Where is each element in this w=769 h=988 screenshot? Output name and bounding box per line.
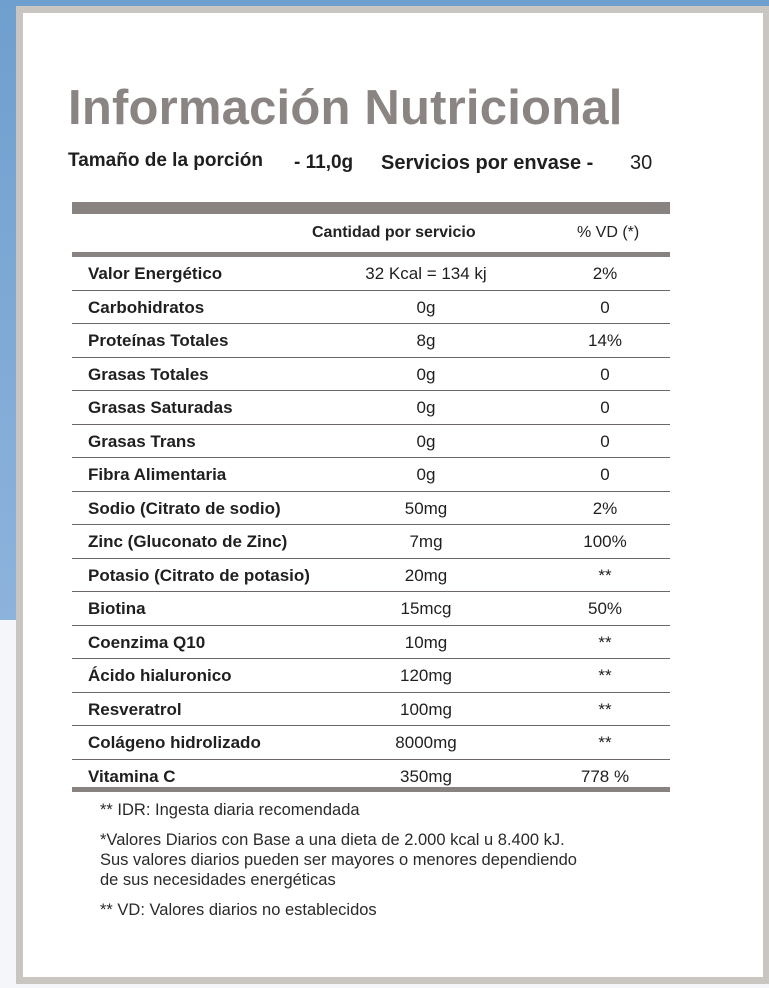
nutrient-table xyxy=(72,257,670,792)
footnote-idr: ** IDR: Ingesta diaria recomendada xyxy=(100,801,360,819)
table-row xyxy=(72,391,670,425)
nutrient-daily-value: ** xyxy=(598,699,612,719)
nutrient-name: Valor Energético xyxy=(88,264,223,283)
footnote-vd: ** VD: Valores diarios no establecidos xyxy=(100,901,377,919)
nutrient-daily-value: ** xyxy=(598,733,612,752)
nutrient-amount: 0g xyxy=(416,297,436,317)
nutrient-name: Resveratrol xyxy=(88,699,182,719)
table-row xyxy=(72,358,670,392)
nutrient-daily-value: 50% xyxy=(587,599,623,618)
nutrient-daily-value: 100% xyxy=(583,532,627,551)
servings-per-container-label: Servicios por envase - xyxy=(381,152,594,174)
nutrient-daily-value: 0 xyxy=(600,364,610,384)
nutrient-amount: 0g xyxy=(416,431,436,451)
nutrient-amount: 8g xyxy=(416,331,436,350)
nutrient-amount: 7mg xyxy=(409,532,443,551)
nutrient-name: Grasas Totales xyxy=(88,364,209,384)
table-row xyxy=(72,425,670,459)
table-top-rule xyxy=(72,202,670,214)
serving-info xyxy=(68,150,708,184)
nutrient-daily-value: ** xyxy=(598,565,612,585)
nutrient-name: Colágeno hidrolizado xyxy=(88,733,261,752)
nutrient-daily-value: 778 % xyxy=(580,766,630,786)
nutrient-daily-value: 0 xyxy=(600,398,610,417)
footnote-dv-line1: *Valores Diarios con Base a una dieta de 2.000 kcal u 8.400 kJ. xyxy=(100,831,565,849)
nutrient-daily-value: 0 xyxy=(600,431,610,451)
nutrient-name: Zinc (Gluconato de Zinc) xyxy=(88,532,288,551)
nutrient-daily-value: ** xyxy=(598,632,612,652)
table-row xyxy=(72,324,670,358)
nutrient-name: Proteínas Totales xyxy=(88,331,229,350)
nutrient-amount: 0g xyxy=(416,364,436,384)
nutrient-name: Potasio (Citrato de potasio) xyxy=(88,565,310,585)
nutrient-name: Grasas Trans xyxy=(88,431,196,451)
nutrient-daily-value: 14% xyxy=(587,331,623,350)
serving-size-value: - 11,0g xyxy=(294,152,354,173)
footnotes xyxy=(100,800,700,920)
nutrient-name: Grasas Saturadas xyxy=(88,398,233,417)
table-row xyxy=(72,559,670,593)
nutrient-amount: 120mg xyxy=(400,666,452,685)
nutrient-amount: 20mg xyxy=(404,565,448,585)
nutrient-name: Carbohidratos xyxy=(88,297,205,317)
nutrient-amount: 350mg xyxy=(400,766,452,786)
nutrient-name: Vitamina C xyxy=(88,766,176,786)
nutrient-name: Biotina xyxy=(88,599,146,618)
nutrient-amount: 15mcg xyxy=(400,599,452,618)
table-header xyxy=(72,214,670,252)
table-row xyxy=(72,726,670,760)
servings-per-container-value: 30 xyxy=(630,152,653,174)
nutrient-daily-value: ** xyxy=(598,666,612,685)
table-row xyxy=(72,291,670,325)
table-bottom-rule xyxy=(72,787,670,792)
footnote-dv-line2: Sus valores diarios pueden ser mayores o menores dependiendo xyxy=(100,851,577,869)
header-daily-value: % VD (*) xyxy=(577,224,640,241)
nutrient-daily-value: 2% xyxy=(592,264,618,283)
footnote-dv-line3: de sus necesidades energéticas xyxy=(100,871,336,889)
table-row xyxy=(72,458,670,492)
table-row xyxy=(72,659,670,693)
nutrient-name: Coenzima Q10 xyxy=(88,632,206,652)
nutrient-daily-value: 0 xyxy=(600,465,610,484)
table-row xyxy=(72,525,670,559)
nutrient-amount: 0g xyxy=(416,465,436,484)
nutrient-amount: 50mg xyxy=(404,498,448,518)
table-row xyxy=(72,257,670,291)
nutrient-name: Sodio (Citrato de sodio) xyxy=(88,498,281,518)
table-row xyxy=(72,492,670,526)
serving-size-label: Tamaño de la porción xyxy=(68,150,263,171)
table-row xyxy=(72,592,670,626)
nutrient-name: Ácido hialuronico xyxy=(88,666,232,685)
nutrient-daily-value: 2% xyxy=(592,498,618,518)
nutrient-amount: 10mg xyxy=(404,632,448,652)
nutrient-daily-value: 0 xyxy=(600,297,610,317)
nutrient-amount: 100mg xyxy=(400,699,452,719)
header-amount: Cantidad por servicio xyxy=(312,224,476,241)
nutrient-amount: 32 Kcal = 134 kj xyxy=(365,264,487,283)
nutrient-amount: 8000mg xyxy=(395,733,457,752)
table-row xyxy=(72,626,670,660)
table-row xyxy=(72,693,670,727)
nutrient-name: Fibra Alimentaria xyxy=(88,465,227,484)
nutrient-amount: 0g xyxy=(416,398,436,417)
page-title: Información Nutricional xyxy=(68,81,623,135)
